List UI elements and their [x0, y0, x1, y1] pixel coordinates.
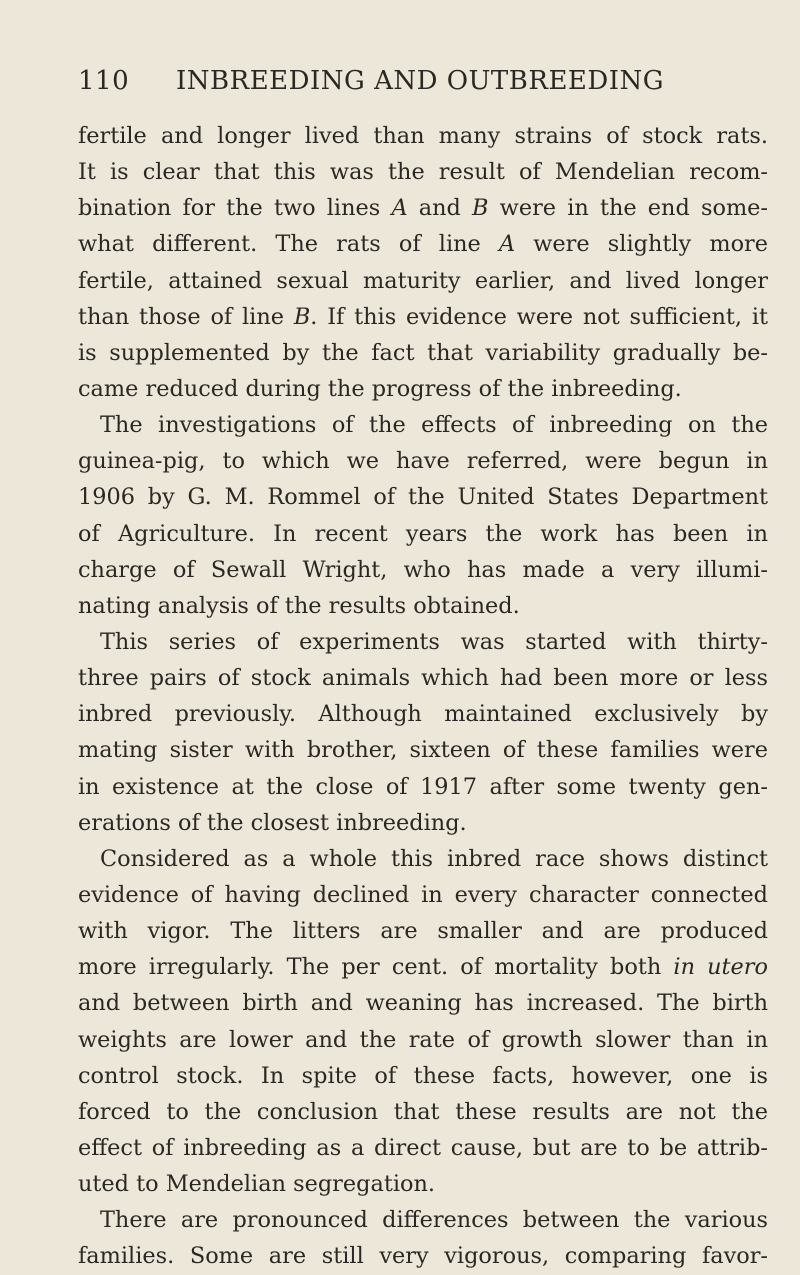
body-text: [78, 118, 768, 1275]
text-line: bination for the two lines A and B were in the end some-: [78, 195, 768, 222]
text-line: There are pronounced differences between the various: [100, 1207, 768, 1234]
page-header: [78, 66, 758, 106]
page-number: 110: [78, 66, 130, 96]
text-line: came reduced during the progress of the inbreeding.: [78, 375, 682, 402]
text-line: of Agriculture. In recent years the work has been in: [78, 520, 768, 547]
text-line: is supplemented by the fact that variability gradually be-: [78, 339, 768, 366]
text-line: and between birth and weaning has increased. The birth: [78, 990, 768, 1017]
text-line: than those of line B. If this evidence were not sufficient, it: [78, 303, 768, 330]
text-line: forced to the conclusion that these results are not the: [78, 1098, 768, 1125]
text-line: three pairs of stock animals which had been more or less: [78, 665, 768, 692]
running-head: INBREEDING AND OUTBREEDING: [176, 66, 665, 96]
text-line: with vigor. The litters are smaller and are produced: [78, 918, 768, 945]
text-line: uted to Mendelian segregation.: [78, 1171, 435, 1198]
text-line: erations of the closest inbreeding.: [78, 809, 467, 836]
paragraph: [78, 1202, 768, 1274]
text-line: weights are lower and the rate of growth slower than in: [78, 1026, 768, 1053]
text-line: effect of inbreeding as a direct cause, but are to be attrib-: [78, 1134, 768, 1161]
text-line: families. Some are still very vigorous, comparing favor-: [78, 1243, 768, 1270]
paragraph: [78, 407, 768, 624]
paragraph: [78, 624, 768, 841]
text-line: inbred previously. Although maintained exclusively by: [78, 701, 768, 728]
text-line: nating analysis of the results obtained.: [78, 592, 520, 619]
text-line: mating sister with brother, sixteen of these families were: [78, 737, 768, 764]
text-line: fertile, attained sexual maturity earlier, and lived longer: [78, 267, 768, 294]
text-line: evidence of having declined in every character connected: [78, 881, 768, 908]
text-line: 1906 by G. M. Rommel of the United States Department: [78, 484, 768, 511]
text-line: control stock. In spite of these facts, however, one is: [78, 1062, 768, 1089]
text-line: in existence at the close of 1917 after some twenty gen-: [78, 773, 768, 800]
text-line: more irregularly. The per cent. of mortality both in utero: [78, 954, 768, 981]
text-line: guinea-pig, to which we have referred, were begun in: [78, 448, 768, 475]
paragraph: [78, 841, 768, 1202]
text-line: fertile and longer lived than many strains of stock rats.: [78, 123, 768, 149]
text-line: what different. The rats of line A were slightly more: [78, 231, 768, 258]
text-line: It is clear that this was the result of Mendelian recom-: [78, 159, 768, 186]
text-line: The investigations of the effects of inbreeding on the: [100, 412, 768, 439]
text-line: charge of Sewall Wright, who has made a very illumi-: [78, 556, 768, 583]
text-line: This series of experiments was started with thirty-: [100, 628, 768, 655]
paragraph: [78, 118, 768, 407]
text-line: Considered as a whole this inbred race shows distinct: [100, 845, 768, 872]
